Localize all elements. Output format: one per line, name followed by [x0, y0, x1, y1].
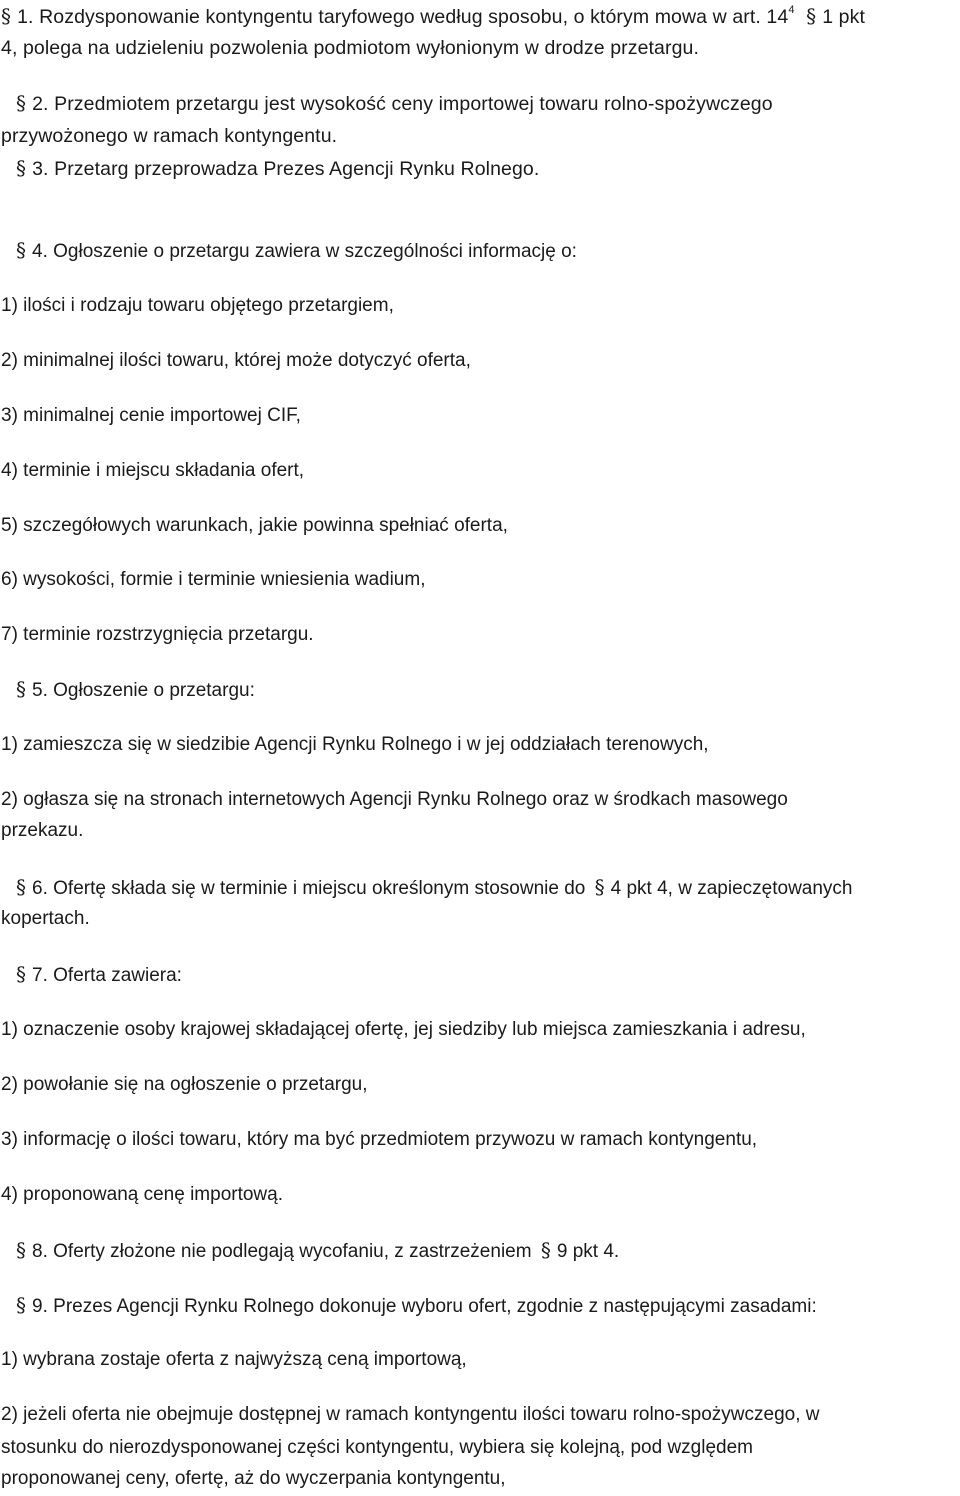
- section-5-line-1: § 5. Ogłoszenie o przetargu:: [16, 677, 255, 701]
- list-item: 3) minimalnej cenie importowej CIF,: [1, 405, 301, 426]
- list-item-continuation: stosunku do nierozdysponowanej części kontyngentu, wybiera się kolejną, pod względem: [1, 1437, 753, 1458]
- list-item: 3) informację o ilości towaru, który ma być przedmiotem przywozu w ramach kontyngentu,: [1, 1129, 758, 1150]
- list-item: 1) zamieszcza się w siedzibie Agencji Rynku Rolnego i w jej oddziałach terenowych,: [1, 734, 709, 755]
- section-symbol: §: [1, 4, 12, 28]
- list-item: 1) ilości i rodzaju towaru objętego przetargiem,: [1, 295, 394, 316]
- list-item: 2) jeżeli oferta nie obejmuje dostępnej w ramach kontyngentu ilości towaru rolno-spożywczego, w: [1, 1404, 820, 1425]
- section-2-line-1: § 2. Przedmiotem przetargu jest wysokość ceny importowej towaru rolno-spożywczego: [16, 91, 773, 115]
- section-symbol: §: [540, 1238, 551, 1262]
- section-symbol: §: [16, 677, 26, 701]
- section-9-line-1: § 9. Prezes Agencji Rynku Rolnego dokonuje wyboru ofert, zgodnie z następującymi zasadami:: [16, 1293, 817, 1317]
- section-symbol: §: [16, 156, 27, 180]
- list-item: 2) powołanie się na ogłoszenie o przetargu,: [1, 1074, 368, 1095]
- list-item-continuation: przekazu.: [1, 820, 84, 841]
- section-symbol: §: [16, 1293, 26, 1317]
- section-6-line-1: § 6. Ofertę składa się w terminie i miejscu określonym stosownie do § 4 pkt 4, w zapieczętowanych: [16, 875, 853, 899]
- list-item: 2) minimalnej ilości towaru, której może dotyczyć oferta,: [1, 350, 471, 371]
- list-item: 2) ogłasza się na stronach internetowych Agencji Rynku Rolnego oraz w środkach masowego: [1, 789, 788, 810]
- section-1-line-2: 4, polega na udzieleniu pozwolenia podmiotom wyłonionym w drodze przetargu.: [1, 37, 699, 59]
- section-4-line-1: § 4. Ogłoszenie o przetargu zawiera w szczególności informację o:: [16, 238, 577, 262]
- list-item: 1) oznaczenie osoby krajowej składającej ofertę, jej siedziby lub miejsca zamieszkania i adresu,: [1, 1019, 806, 1040]
- section-symbol: §: [806, 4, 817, 28]
- section-7-line-1: § 7. Oferta zawiera:: [16, 962, 182, 986]
- section-6-line-2: kopertach.: [1, 908, 90, 929]
- section-symbol: §: [594, 875, 605, 899]
- list-item: 4) proponowaną cenę importową.: [1, 1184, 284, 1205]
- list-item-continuation: proponowanej ceny, ofertę, aż do wyczerpania kontyngentu,: [1, 1468, 506, 1489]
- section-symbol: §: [16, 962, 26, 986]
- list-item: 6) wysokości, formie i terminie wniesienia wadium,: [1, 569, 426, 590]
- list-item: 4) terminie i miejscu składania ofert,: [1, 460, 305, 481]
- list-item: 1) wybrana zostaje oferta z najwyższą ceną importową,: [1, 1349, 467, 1370]
- section-symbol: §: [16, 1238, 26, 1262]
- superscript: 4: [788, 3, 795, 16]
- section-symbol: §: [16, 238, 26, 262]
- list-item: 7) terminie rozstrzygnięcia przetargu.: [1, 624, 314, 645]
- section-1-line-1: § 1. Rozdysponowanie kontyngentu taryfowego według sposobu, o którym mowa w art. $14^4$ § 1 pkt: [1, 3, 865, 28]
- section-symbol: §: [16, 875, 26, 899]
- section-8-line-1: § 8. Oferty złożone nie podlegają wycofaniu, z zastrzeżeniem § 9 pkt 4.: [16, 1238, 620, 1262]
- list-item: 5) szczegółowych warunkach, jakie powinna spełniać oferta,: [1, 515, 508, 536]
- section-2-line-2: przywożonego w ramach kontyngentu.: [1, 125, 338, 147]
- section-3-line-1: § 3. Przetarg przeprowadza Prezes Agencji Rynku Rolnego.: [16, 156, 540, 180]
- section-symbol: §: [16, 91, 27, 115]
